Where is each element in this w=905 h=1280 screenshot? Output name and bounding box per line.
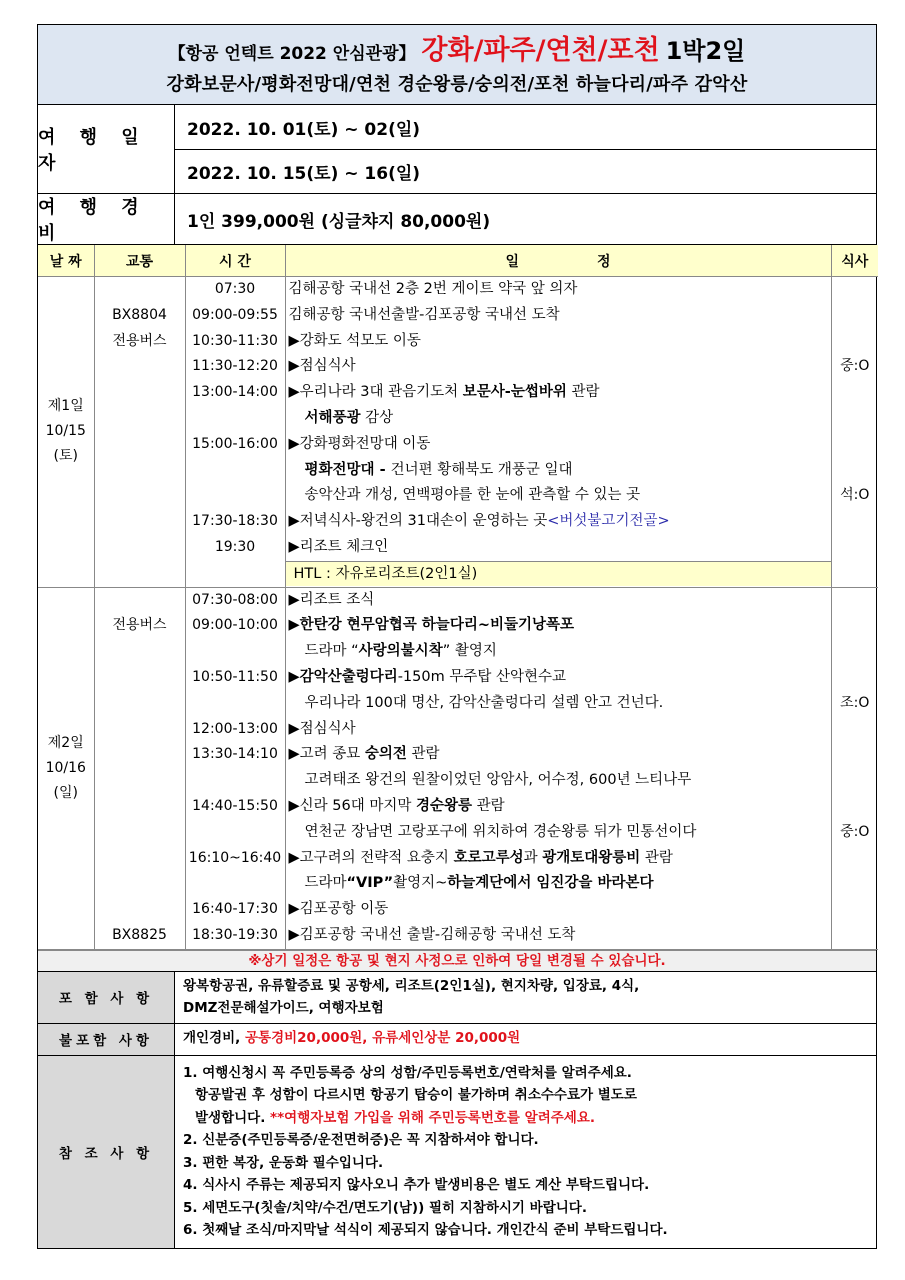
time-slot: 17:30-18:30 xyxy=(192,513,278,530)
excluded-text: 개인경비, xyxy=(183,1029,245,1046)
travel-dates-row xyxy=(38,105,876,194)
meal-indicator xyxy=(832,588,879,614)
schedule-table xyxy=(38,245,878,950)
meal-indicator xyxy=(832,665,879,691)
day1-transport-line xyxy=(95,277,185,303)
title-destinations: 강화/파주/연천/포천 xyxy=(421,35,660,66)
time-slot xyxy=(186,639,285,665)
schedule-item-part: 관람 xyxy=(640,849,673,866)
day1-date-line: 10/15 xyxy=(45,423,86,440)
meal-indicator xyxy=(832,535,879,561)
document-subtitle: 강화보문사/평화전망대/연천 경순왕릉/숭의전/포천 하늘다리/파주 감악산 xyxy=(166,74,748,95)
meal-indicator xyxy=(832,561,879,587)
travel-date-2: 2022. 10. 15(토) ~ 16(일) xyxy=(175,149,876,193)
schedule-item-part: ▶한탄강 현무암협곡 하늘다리~비둘기낭폭포 xyxy=(288,617,575,634)
schedule-item-part: 평화전망대 - xyxy=(304,461,391,478)
day2-date xyxy=(38,587,94,949)
time-slot xyxy=(186,406,285,432)
schedule-item-part: ▶고려 종묘 xyxy=(288,746,365,763)
day1-date xyxy=(38,277,94,588)
meal-indicator xyxy=(832,897,879,923)
time-slot xyxy=(186,820,285,846)
meal-indicator xyxy=(832,329,879,355)
hotel-info: HTL : 자유로리조트(2인1실) xyxy=(286,561,831,586)
day1-flight-number: BX8804 xyxy=(112,306,167,323)
schedule-item: ▶김포공항 국내선 출발-김해공항 국내선 도착 xyxy=(288,926,576,943)
meal-indicator xyxy=(832,794,879,820)
meal-indicator xyxy=(832,871,879,897)
title-prefix: 【항공 언텍트 2022 안심관광】 xyxy=(168,44,416,64)
time-slot: 12:00-13:00 xyxy=(192,720,278,737)
time-slot: 18:30-19:30 xyxy=(192,926,278,943)
schedule-item-part: ▶신라 56대 마지막 xyxy=(288,797,416,814)
schedule-item-part: 숭의전 xyxy=(364,746,407,763)
meal-indicator xyxy=(832,277,879,303)
day2-transport-line xyxy=(95,588,185,614)
day2-date-line: 제2일 xyxy=(47,734,84,751)
note-line: 1. 여행신청시 꼭 주민등록증 상의 성함/주민등록번호/연락처를 알려주세요. xyxy=(183,1064,632,1081)
note-line: 6. 첫째날 조식/마지막날 석식이 제공되지 않습니다. 개인간식 준비 부탁드립니다. xyxy=(183,1222,668,1239)
time-slot: 11:30-12:20 xyxy=(192,358,278,375)
travel-cost-label: 여 행 경 비 xyxy=(38,194,175,244)
schedule-item: ▶김포공항 이동 xyxy=(288,901,389,918)
schedule-item xyxy=(286,742,831,768)
included-line: DMZ전문해설가이드, 여행자보험 xyxy=(183,1000,384,1017)
schedule-item: ▶리조트 체크인 xyxy=(288,538,389,555)
day1-date-line: (토) xyxy=(53,448,78,465)
notes-label: 참 조 사 항 xyxy=(38,1056,175,1248)
included-label: 포 함 사 항 xyxy=(38,972,175,1023)
schedule-item-part: ” 촬영지 xyxy=(442,643,497,660)
schedule-item-part: 서해풍광 xyxy=(304,409,361,426)
schedule-item-part: 경순왕릉 xyxy=(415,797,473,814)
schedule-item-part: <버섯불고기전골> xyxy=(547,513,670,530)
schedule-item xyxy=(286,871,831,897)
schedule-item-part: 관람 xyxy=(472,797,505,814)
note-line: 4. 식사시 주류는 제공되지 않사오니 추가 발생비용은 별도 계산 부탁드립니다. xyxy=(183,1177,650,1194)
time-slot: 13:30-14:10 xyxy=(192,746,278,763)
schedule-item xyxy=(286,613,831,639)
meal-indicator xyxy=(832,406,879,432)
time-slot: 09:00-09:55 xyxy=(192,306,278,323)
schedule-item-part: 과 xyxy=(523,849,543,866)
time-slot: 16:40-17:30 xyxy=(192,901,278,918)
meal-indicator xyxy=(832,639,879,665)
schedule-item-part: ▶저녁식사-왕건의 31대손이 운영하는 곳 xyxy=(288,513,548,530)
schedule-item xyxy=(286,665,831,691)
header-schedule: 일 정 xyxy=(285,245,831,277)
day2-date-line: (일) xyxy=(53,784,78,801)
schedule-item: 고려태조 왕건의 원찰이었던 앙암사, 어수정, 600년 느티나무 xyxy=(304,772,692,789)
excluded-row xyxy=(38,1024,876,1056)
travel-cost-row xyxy=(38,194,876,245)
schedule-item-part: 하늘계단에서 임진강을 바라본다 xyxy=(447,875,654,892)
travel-date-1: 2022. 10. 01(토) ~ 02(일) xyxy=(187,119,421,140)
schedule-item-part: 광개토대왕릉비 xyxy=(542,849,641,866)
schedule-item-part: ▶감악산출렁다리 xyxy=(288,668,398,685)
schedule-item-part: 촬영지~ xyxy=(393,875,448,892)
meal-indicator: 조:O xyxy=(840,694,870,711)
travel-dates-label: 여 행 일 자 xyxy=(38,105,175,193)
time-slot: 10:30-11:30 xyxy=(192,332,278,349)
meal-indicator xyxy=(832,768,879,794)
header-time: 시 간 xyxy=(185,245,285,277)
excluded-costs: 공통경비20,000원, 유류세인상분 20,000원 xyxy=(245,1029,521,1046)
schedule-item-part: ▶우리나라 3대 관음기도처 xyxy=(288,384,463,401)
schedule-item-part: 드라마 xyxy=(304,875,347,892)
header-day: 날 짜 xyxy=(38,245,94,277)
schedule-item-part: ▶고구려의 전략적 요충지 xyxy=(288,849,454,866)
schedule-item-part: 건너편 황해북도 개풍군 일대 xyxy=(390,461,573,478)
note-line: 항공발권 후 성함이 다르시면 항공기 탑승이 불가하며 취소수수료가 별도로 xyxy=(195,1087,637,1104)
day2-bus: 전용버스 xyxy=(112,617,167,634)
meal-indicator xyxy=(832,923,879,949)
meal-indicator xyxy=(832,432,879,458)
meal-indicator xyxy=(832,613,879,639)
time-slot xyxy=(186,871,285,897)
schedule-item: 김해공항 국내선출발-김포공항 국내선 도착 xyxy=(288,306,560,323)
time-slot xyxy=(186,768,285,794)
meal-indicator: 중:O xyxy=(840,358,870,375)
schedule-item: ▶점심식사 xyxy=(288,358,356,375)
day2-flight-number: BX8825 xyxy=(112,926,167,943)
day2-schedule xyxy=(285,587,831,949)
time-slot xyxy=(186,458,285,484)
schedule-item-part: 관람 xyxy=(406,746,440,763)
schedule-item-part: -150m 무주탑 산악현수교 xyxy=(397,668,567,685)
time-slot xyxy=(186,691,285,717)
document-header xyxy=(38,25,876,105)
meal-indicator: 중:O xyxy=(840,823,870,840)
travel-cost-value: 1인 399,000원 (싱글챠지 80,000원) xyxy=(187,211,491,232)
time-slot: 10:50-11:50 xyxy=(192,668,278,685)
day2-meals xyxy=(831,587,878,949)
schedule-item-part: “VIP” xyxy=(346,875,394,892)
schedule-item-part: 감상 xyxy=(360,409,394,426)
notes-row xyxy=(38,1056,876,1248)
day1-date-line: 제1일 xyxy=(47,398,84,415)
document-title xyxy=(38,33,876,72)
schedule-item-part: 관람 xyxy=(566,384,600,401)
schedule-item xyxy=(286,380,831,406)
schedule-notice: ※상기 일정은 항공 및 현지 사정으로 인하여 당일 변경될 수 있습니다. xyxy=(38,950,876,972)
time-slot: 07:30-08:00 xyxy=(192,591,278,608)
day1-meals xyxy=(831,277,878,588)
schedule-item xyxy=(286,639,831,665)
schedule-item xyxy=(286,458,831,484)
day1-transport xyxy=(94,277,185,588)
schedule-item-part: 보문사-눈썹바위 xyxy=(462,384,567,401)
time-slot: 09:00-10:00 xyxy=(192,617,278,634)
note-line: 2. 신분증(주민등록증/운전면허증)은 꼭 지참하셔야 합니다. xyxy=(183,1132,539,1149)
schedule-item: ▶강화도 석모도 이동 xyxy=(288,332,421,349)
meal-indicator xyxy=(832,742,879,768)
schedule-item: ▶리조트 조식 xyxy=(288,591,375,608)
schedule-item: 송악산과 개성, 연백평야를 한 눈에 관측할 수 있는 곳 xyxy=(304,487,641,504)
schedule-item-part: 호로고루성 xyxy=(453,849,524,866)
title-duration: 1박2일 xyxy=(665,37,746,65)
schedule-item: 우리나라 100대 명산, 감악산출렁다리 설렘 안고 건넌다. xyxy=(304,694,664,711)
schedule-item-part: 드라마 “ xyxy=(304,643,359,660)
day2-row xyxy=(38,587,878,949)
excluded-label: 불포함 사항 xyxy=(38,1024,175,1055)
time-slot: 15:00-16:00 xyxy=(192,435,278,452)
meal-indicator: 석:O xyxy=(840,487,870,504)
meal-indicator xyxy=(832,458,879,484)
time-slot: 14:40-15:50 xyxy=(192,797,278,814)
included-row xyxy=(38,972,876,1024)
schedule-item xyxy=(286,406,831,432)
day2-times xyxy=(185,587,285,949)
header-meal: 식사 xyxy=(831,245,878,277)
header-transport: 교통 xyxy=(94,245,185,277)
time-slot: 19:30 xyxy=(214,538,256,555)
day1-row xyxy=(38,277,878,588)
schedule-item xyxy=(286,794,831,820)
day2-date-line: 10/16 xyxy=(45,759,86,776)
itinerary-document xyxy=(37,24,877,1249)
day1-times xyxy=(185,277,285,588)
day2-transport xyxy=(94,587,185,949)
meal-indicator xyxy=(832,303,879,329)
time-slot: 13:00-14:00 xyxy=(192,384,278,401)
note-line: 발생합니다. xyxy=(195,1109,271,1126)
meal-indicator xyxy=(832,846,879,872)
schedule-item: ▶강화평화전망대 이동 xyxy=(288,435,431,452)
day1-bus: 전용버스 xyxy=(112,332,167,349)
included-line: 왕복항공권, 유류할증료 및 공항세, 리조트(2인1실), 현지차량, 입장료, 4식, xyxy=(183,977,640,994)
schedule-item xyxy=(286,846,831,872)
schedule-item: ▶점심식사 xyxy=(288,720,356,737)
meal-indicator xyxy=(832,380,879,406)
time-slot xyxy=(186,483,285,509)
note-line: 3. 편한 복장, 운동화 필수입니다. xyxy=(183,1154,384,1171)
note-line: 5. 세면도구(칫솔/치약/수건/면도기(남)) 필히 지참하시기 바랍니다. xyxy=(183,1199,587,1216)
meal-indicator xyxy=(832,717,879,743)
time-slot: 16:10~16:40 xyxy=(188,849,282,866)
schedule-header-row xyxy=(38,245,878,277)
schedule-item: 김해공항 국내선 2층 2번 게이트 약국 앞 의자 xyxy=(288,281,578,297)
meal-indicator xyxy=(832,509,879,535)
schedule-item-part: 사랑의불시착 xyxy=(358,643,443,660)
schedule-item xyxy=(286,509,831,535)
note-insurance-warning: **여행자보험 가입을 위해 주민등록번호를 알려주세요. xyxy=(270,1109,595,1126)
schedule-item: 연천군 장남면 고랑포구에 위치하여 경순왕릉 뒤가 민통선이다 xyxy=(304,823,697,840)
time-slot: 07:30 xyxy=(214,281,256,297)
day1-schedule xyxy=(285,277,831,588)
